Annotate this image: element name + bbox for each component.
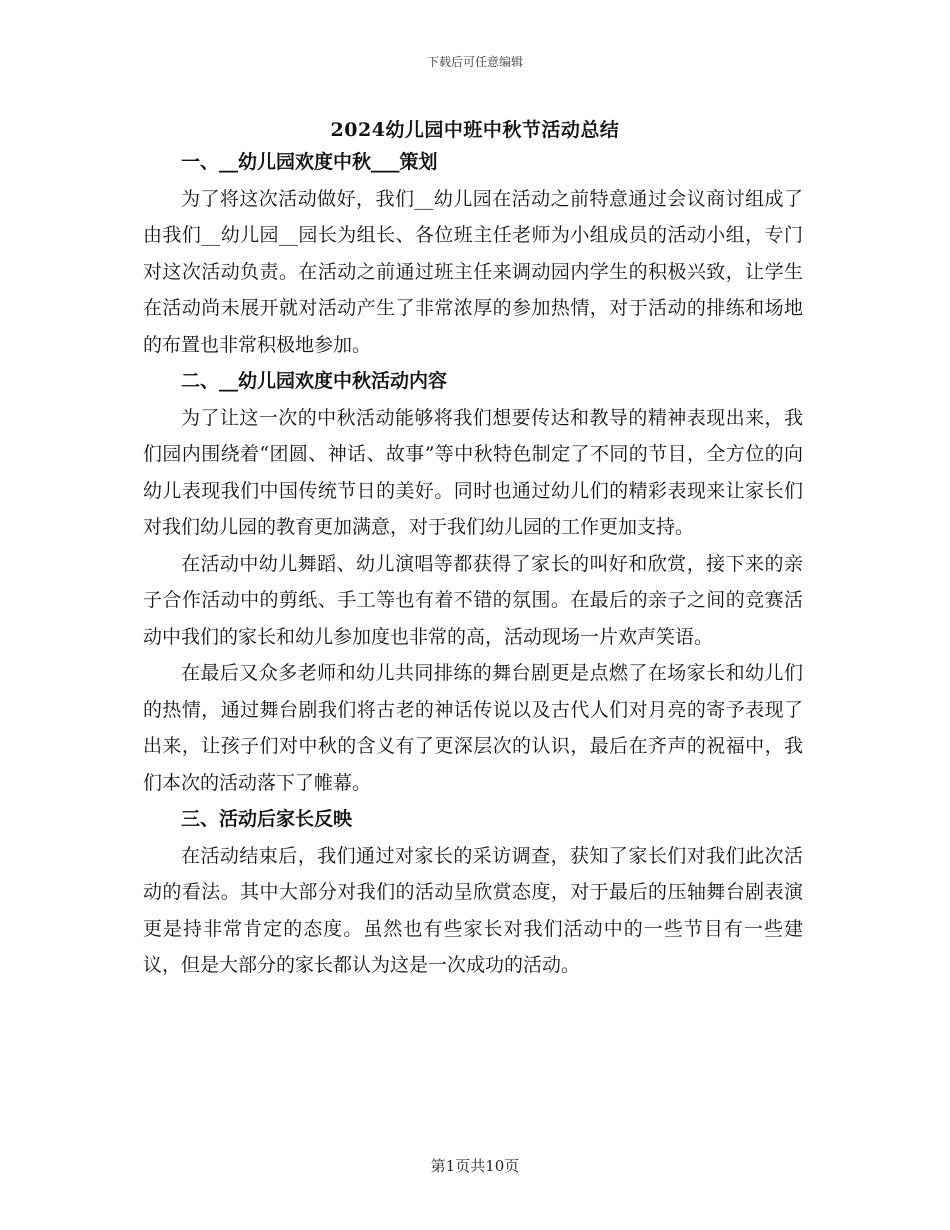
page-header-note: 下载后可任意编辑 bbox=[426, 55, 523, 69]
section-activity-content bbox=[143, 363, 803, 801]
page-number: 第1页共10页 bbox=[430, 1157, 520, 1175]
paragraph: 在最后又众多老师和幼儿共同排练的舞台剧更是点燃了在场家长和幼儿们的热情，通过舞台剧我们将古老的神话传说以及古代人们对月亮的寄予表现了出来，让孩子们对中秋的含义有了更深层次的认识，最后在齐声的祝福中，我们本次的活动落下了帷幕。 bbox=[143, 662, 803, 794]
document-title: 2024幼儿园中班中秋节活动总结 bbox=[330, 119, 620, 141]
paragraph: 为了让这一次的中秋活动能够将我们想要传达和教导的精神表现出来，我们园内围绕着“团圆、神话、故事”等中秋特色制定了不同的节目，全方位的向幼儿表现我们中国传统节日的美好。同时也通过幼儿们的精彩表现来让家长们对我们幼儿园的教育更加满意，对于我们幼儿园的工作更加支持。 bbox=[143, 406, 803, 538]
document-body bbox=[143, 144, 803, 984]
paragraph: 在活动中幼儿舞蹈、幼儿演唱等都获得了家长的叫好和欣赏，接下来的亲子合作活动中的剪纸、手工等也有着不错的氛围。在最后的亲子之间的竞赛活动中我们的家长和幼儿参加度也非常的高，活动现场一片欢声笑语。 bbox=[143, 552, 803, 648]
section-heading: 一、__幼儿园欢度中秋___策划 bbox=[181, 151, 438, 173]
section-parent-feedback bbox=[143, 801, 803, 984]
section-planning bbox=[143, 144, 803, 363]
section-heading: 三、活动后家长反映 bbox=[181, 808, 353, 830]
paragraph: 为了将这次活动做好，我们__幼儿园在活动之前特意通过会议商讨组成了由我们__幼儿园__园长为组长、各位班主任老师为小组成员的活动小组，专门对这次活动负责。在活动之前通过班主任来调动园内学生的积极兴致，让学生在活动尚未展开就对活动产生了非常浓厚的参加热情，对于活动的排练和场地的布置也非常积极地参加。 bbox=[143, 187, 803, 356]
paragraph: 在活动结束后，我们通过对家长的采访调查，获知了家长们对我们此次活动的看法。其中大部分对我们的活动呈欣赏态度，对于最后的压轴舞台剧表演更是持非常肯定的态度。虽然也有些家长对我们活动中的一些节目有一些建议，但是大部分的家长都认为这是一次成功的活动。 bbox=[143, 844, 803, 976]
section-heading: 二、__幼儿园欢度中秋活动内容 bbox=[181, 370, 448, 392]
